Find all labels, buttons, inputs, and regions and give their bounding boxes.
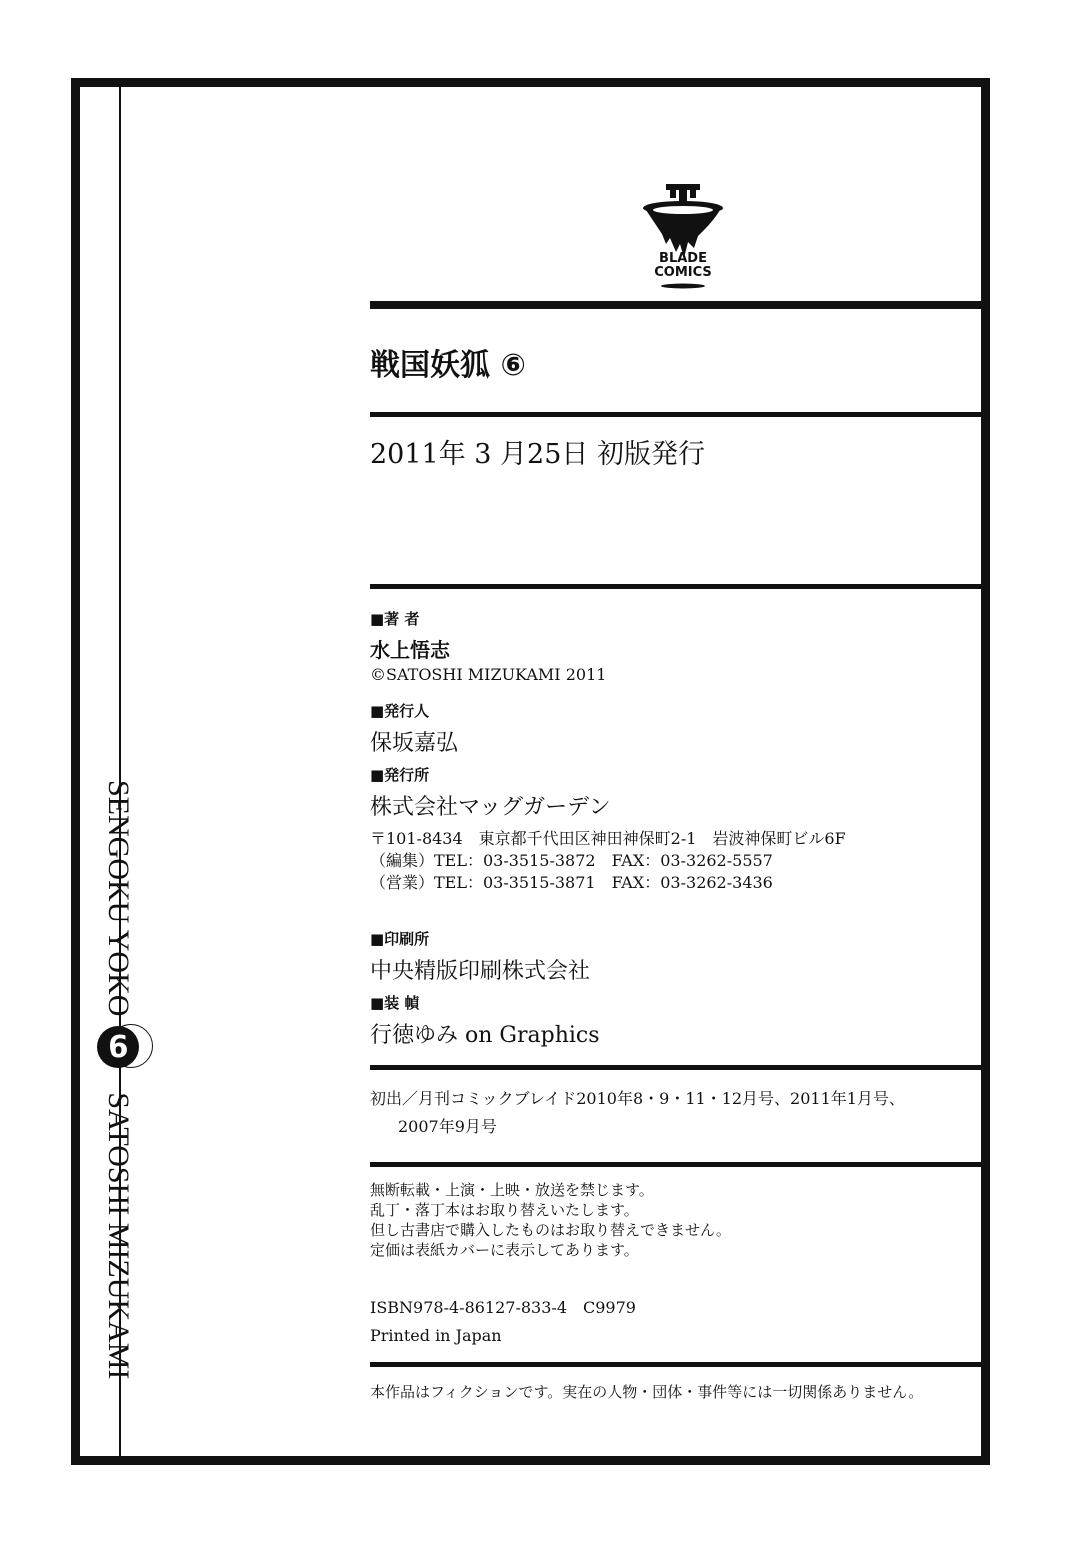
- rule-top: [370, 301, 990, 309]
- publisher-address: [370, 828, 846, 894]
- notice-line: 無断転載・上演・上映・放送を禁じます。: [370, 1181, 654, 1199]
- first-published-line2: 2007年9月号: [398, 1117, 497, 1136]
- publication-date: 2011年 3 月25日 初版発行: [370, 439, 705, 470]
- author-name: 水上悟志: [370, 638, 450, 662]
- printed-in: Printed in Japan: [370, 1326, 502, 1345]
- spine-author: SATOSHI MIZUKAMI: [102, 1092, 135, 1380]
- rule-title: [370, 412, 990, 417]
- copyright: ©SATOSHI MIZUKAMI 2011: [370, 665, 607, 684]
- printer-label: ■印刷所: [370, 930, 430, 948]
- notices: [370, 1180, 731, 1260]
- spine-text: [93, 780, 143, 1440]
- spine-title: SENGOKU YOKO: [102, 780, 135, 1017]
- rule-notices: [370, 1162, 990, 1167]
- rule-credits: [370, 584, 990, 589]
- publisher-person-label: ■発行人: [370, 702, 430, 720]
- publisher-label: ■発行所: [370, 766, 430, 784]
- fiction-note: 本作品はフィクションです。実在の人物・団体・事件等には一切関係ありません。: [370, 1383, 924, 1401]
- notice-line: 但し古書店で購入したものはお取り替えできません。: [370, 1221, 731, 1239]
- logo-wordmark: [636, 252, 730, 280]
- publisher-name: 株式会社マッグガーデン: [370, 795, 611, 820]
- first-published-line1: 初出／月刊コミックブレイド2010年8・9・11・12月号、2011年1月号、: [370, 1089, 905, 1108]
- rule-first-published: [370, 1065, 990, 1070]
- book-title: 戦国妖狐 ⑥: [370, 348, 526, 383]
- author-label: ■著 者: [370, 610, 420, 628]
- printer-name: 中央精版印刷株式会社: [370, 959, 591, 984]
- rule-bottom: [370, 1362, 990, 1367]
- logo-line2: COMICS: [654, 265, 712, 280]
- publisher-person: 保坂嘉弘: [370, 731, 459, 756]
- isbn: ISBN978-4-86127-833-4 C9979: [370, 1298, 636, 1317]
- spine-volume-badge: 6: [97, 1026, 139, 1068]
- tel-sales-line: （営業）TEL：03-3515-3871 FAX：03-3262-3436: [370, 873, 773, 892]
- notice-line: 乱丁・落丁本はお取り替えいたします。: [370, 1201, 639, 1219]
- tel-edit-line: （編集）TEL：03-3515-3872 FAX：03-3262-5557: [370, 851, 773, 870]
- design-label: ■装 幀: [370, 994, 420, 1012]
- logo-line1: BLADE: [659, 251, 707, 266]
- address-line: 〒101-8434 東京都千代田区神田神保町2-1 岩波神保町ビル6F: [370, 829, 846, 848]
- notice-line: 定価は表紙カバーに表示してあります。: [370, 1241, 639, 1259]
- design-name: 行徳ゆみ on Graphics: [370, 1023, 600, 1048]
